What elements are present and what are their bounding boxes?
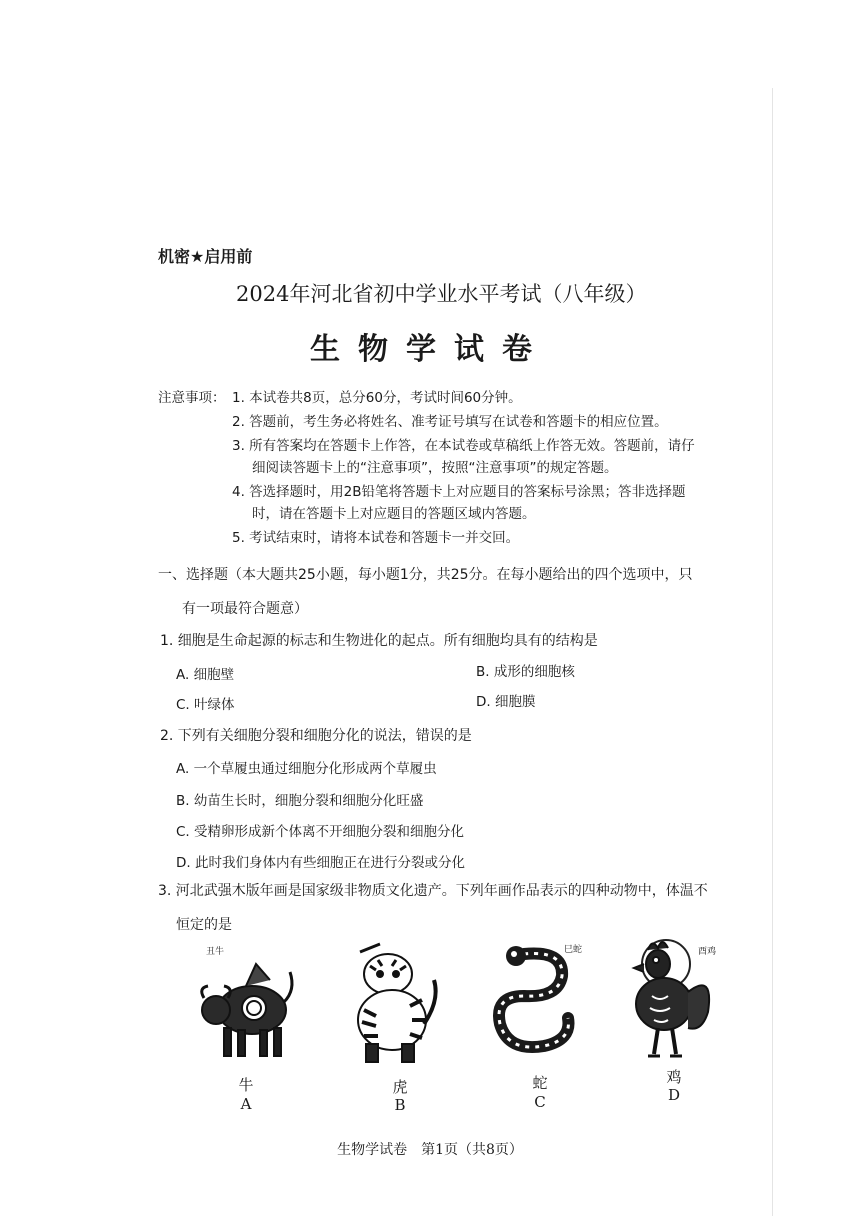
subject-title: 生物学试卷 xyxy=(310,332,550,367)
page-edge-shadow xyxy=(772,88,773,1216)
note-item: 细阅读答题卡上的“注意事项”，按照“注意事项”的规定答题。 xyxy=(252,460,618,476)
question-3-stem: 3. 河北武强木版年画是国家级非物质文化遗产。下列年画作品表示的四种动物中，体温不 xyxy=(158,883,708,899)
note-item: 时，请在答题卡上对应题目的答题区域内答题。 xyxy=(252,506,536,522)
question-2-option-b: B. 幼苗生长时，细胞分裂和细胞分化旺盛 xyxy=(176,793,424,809)
svg-text:巳蛇: 巳蛇 xyxy=(564,945,583,955)
question-1-option-d: D. 细胞膜 xyxy=(476,694,536,710)
note-item: 3. 所有答案均在答题卡上作答，在本试卷或草稿纸上作答无效。答题前，请仔 xyxy=(232,438,695,454)
question-3-stem-cont: 恒定的是 xyxy=(176,917,232,933)
question-2-option-c: C. 受精卵形成新个体离不开细胞分裂和细胞分化 xyxy=(176,824,465,840)
exam-title: 2024年河北省初中学业水平考试（八年级） xyxy=(236,282,647,306)
question-2-option-a: A. 一个草履虫通过细胞分化形成两个草履虫 xyxy=(176,761,437,777)
confidential-label: 机密★启用前 xyxy=(158,247,253,266)
question-2-option-d: D. 此时我们身体内有些细胞正在进行分裂或分化 xyxy=(176,855,465,871)
note-item: 4. 答选择题时，用2B铅笔将答题卡上对应题目的答案标号涂黑；答非选择题 xyxy=(232,484,686,500)
question-1-stem: 1. 细胞是生命起源的标志和生物进化的起点。所有细胞均具有的结构是 xyxy=(160,633,598,649)
animal-letter-c: C xyxy=(534,1093,546,1111)
animal-name-d: 鸡 xyxy=(666,1068,682,1086)
animal-letter-b: B xyxy=(394,1096,406,1114)
section-heading-cont: 有一项最符合题意） xyxy=(182,601,308,617)
note-item: 5. 考试结束时，请将本试卷和答题卡一并交回。 xyxy=(232,530,520,546)
question-1-option-a: A. 细胞壁 xyxy=(176,667,235,683)
note-item: 1. 本试卷共8页，总分60分，考试时间60分钟。 xyxy=(232,390,522,406)
svg-text:酉鸡: 酉鸡 xyxy=(698,947,717,957)
question-2-stem: 2. 下列有关细胞分裂和细胞分化的说法，错误的是 xyxy=(160,728,472,744)
note-item: 2. 答题前，考生务必将姓名、准考证号填写在试卷和答题卡的相应位置。 xyxy=(232,414,668,430)
page-footer: 生物学试卷 第1页（共8页） xyxy=(337,1142,523,1158)
animal-name-a: 牛 xyxy=(238,1076,254,1094)
question-1-option-b: B. 成形的细胞核 xyxy=(476,664,575,680)
animal-name-b: 虎 xyxy=(392,1078,408,1096)
animal-name-c: 蛇 xyxy=(532,1074,548,1092)
notes-label: 注意事项： xyxy=(158,390,226,406)
tiger-woodblock-icon xyxy=(340,940,444,1068)
ox-woodblock-icon xyxy=(194,940,298,1068)
svg-text:丑牛: 丑牛 xyxy=(206,947,225,957)
question-1-option-c: C. 叶绿体 xyxy=(176,697,235,713)
section-heading: 一、选择题（本大题共25小题，每小题1分，共25分。在每小题给出的四个选项中，只 xyxy=(158,567,693,583)
snake-woodblock-icon xyxy=(484,934,588,1066)
rooster-woodblock-icon xyxy=(618,932,722,1066)
animal-letter-d: D xyxy=(667,1086,681,1104)
animal-letter-a: A xyxy=(240,1095,252,1113)
